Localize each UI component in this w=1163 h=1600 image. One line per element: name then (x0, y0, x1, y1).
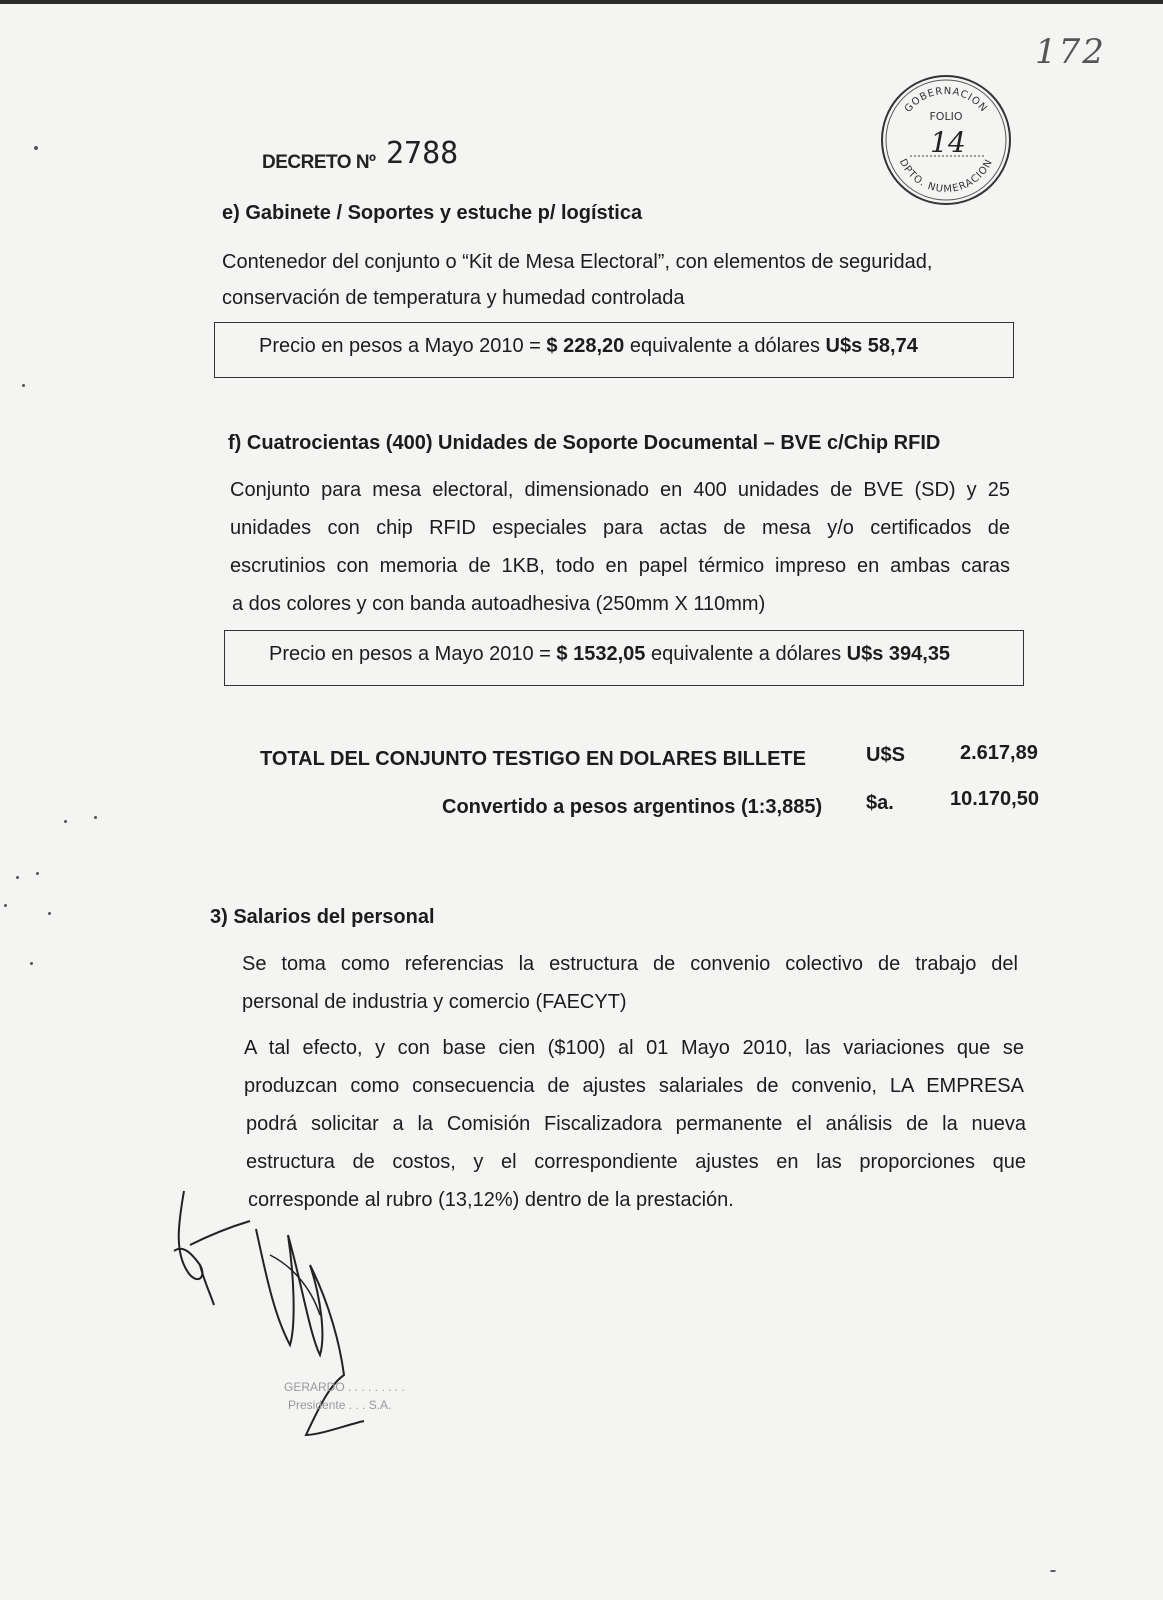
signature-stamp-line-1: GERARDO . . . . . . . . . (284, 1380, 405, 1394)
section-3-p1-line-1: Se toma como referencias la estructura de convenio colectivo de trabajo del (242, 953, 1018, 975)
section-3-p2-line-2: produzcan como consecuencia de ajustes salariales de convenio, LA EMPRESA (244, 1075, 1024, 1097)
folio-stamp (878, 72, 1014, 208)
section-e-price-box (214, 322, 1014, 378)
section-f-line-4: a dos colores y con banda autoadhesiva (250mm X 110mm) (232, 593, 766, 615)
scan-speck (64, 820, 67, 823)
section-f-price-box (224, 630, 1024, 686)
stamp-top-text: GOBERNACION (902, 85, 990, 115)
converted-label: Convertido a pesos argentinos (1:3,885) (442, 796, 823, 818)
section-3-p2-line-5: corresponde al rubro (13,12%) dentro de la prestación. (248, 1189, 734, 1211)
stamp-bottom-text: DPTO. NUMERACION (896, 157, 996, 196)
scan-speck (48, 912, 51, 915)
section-e-heading: e) Gabinete / Soportes y estuche p/ logística (222, 202, 643, 224)
price-mid: equivalente a dólares (624, 335, 826, 357)
section-f-line-2: unidades con chip RFID especiales para actas de mesa y/o certificados de (230, 517, 1010, 539)
section-f-line-1: Conjunto para mesa electoral, dimensionado en 400 unidades de BVE (SD) y 25 (230, 479, 1010, 501)
stamp-label: FOLIO (929, 110, 963, 123)
section-3-heading: 3) Salarios del personal (210, 906, 435, 928)
converted-value: 10.170,50 (950, 788, 1039, 810)
price-prefix: Precio en pesos a Mayo 2010 = (259, 335, 547, 357)
scan-speck (94, 816, 97, 819)
price-usd: U$s 58,74 (825, 335, 918, 357)
section-3-p2-line-4: estructura de costos, y el correspondiente ajustes en las proporciones que (246, 1151, 1026, 1173)
price-pesos: $ 228,20 (546, 335, 625, 357)
scan-speck (22, 384, 25, 387)
section-3-p2-line-1: A tal efecto, y con base cien ($100) al 01 Mayo 2010, las variaciones que se (244, 1037, 1024, 1059)
signature-stamp-line-2: Presidente . . . S.A. (288, 1398, 392, 1412)
total-label: TOTAL DEL CONJUNTO TESTIGO EN DOLARES BILLETE (260, 748, 806, 770)
scan-top-edge (0, 0, 1163, 4)
scan-speck (1050, 1570, 1056, 1572)
scan-speck (30, 962, 33, 965)
section-f-heading: f) Cuatrocientas (400) Unidades de Soporte Documental – BVE c/Chip RFID (228, 432, 941, 454)
scan-speck (36, 872, 39, 875)
price-pesos: $ 1532,05 (556, 643, 646, 665)
section-e-line-1: Contenedor del conjunto o “Kit de Mesa Electoral”, con elementos de seguridad, (222, 251, 933, 273)
handwritten-signature (170, 1185, 430, 1465)
section-3-p1-line-2: personal de industria y comercio (FAECYT) (242, 991, 627, 1013)
scan-speck (16, 876, 19, 879)
price-prefix: Precio en pesos a Mayo 2010 = (269, 643, 557, 665)
section-f-line-3: escrutinios con memoria de 1KB, todo en papel térmico impreso en ambas caras (230, 555, 1010, 577)
section-3-p2-line-3: podrá solicitar a la Comisión Fiscalizadora permanente el análisis de la nueva (246, 1113, 1026, 1135)
decree-label: DECRETO Nº (262, 152, 376, 173)
price-mid: equivalente a dólares (645, 643, 847, 665)
converted-currency: $a. (866, 792, 894, 814)
total-value: 2.617,89 (960, 742, 1038, 764)
scan-speck (4, 904, 7, 907)
price-usd: U$s 394,35 (846, 643, 951, 665)
decree-number: 2788 (386, 136, 459, 171)
total-currency: U$S (866, 744, 905, 766)
section-e-line-2: conservación de temperatura y humedad controlada (222, 287, 685, 309)
handwritten-page-number: 172 (1035, 32, 1106, 72)
stamp-folio-number: 14 (930, 126, 966, 159)
scan-speck (34, 146, 38, 150)
